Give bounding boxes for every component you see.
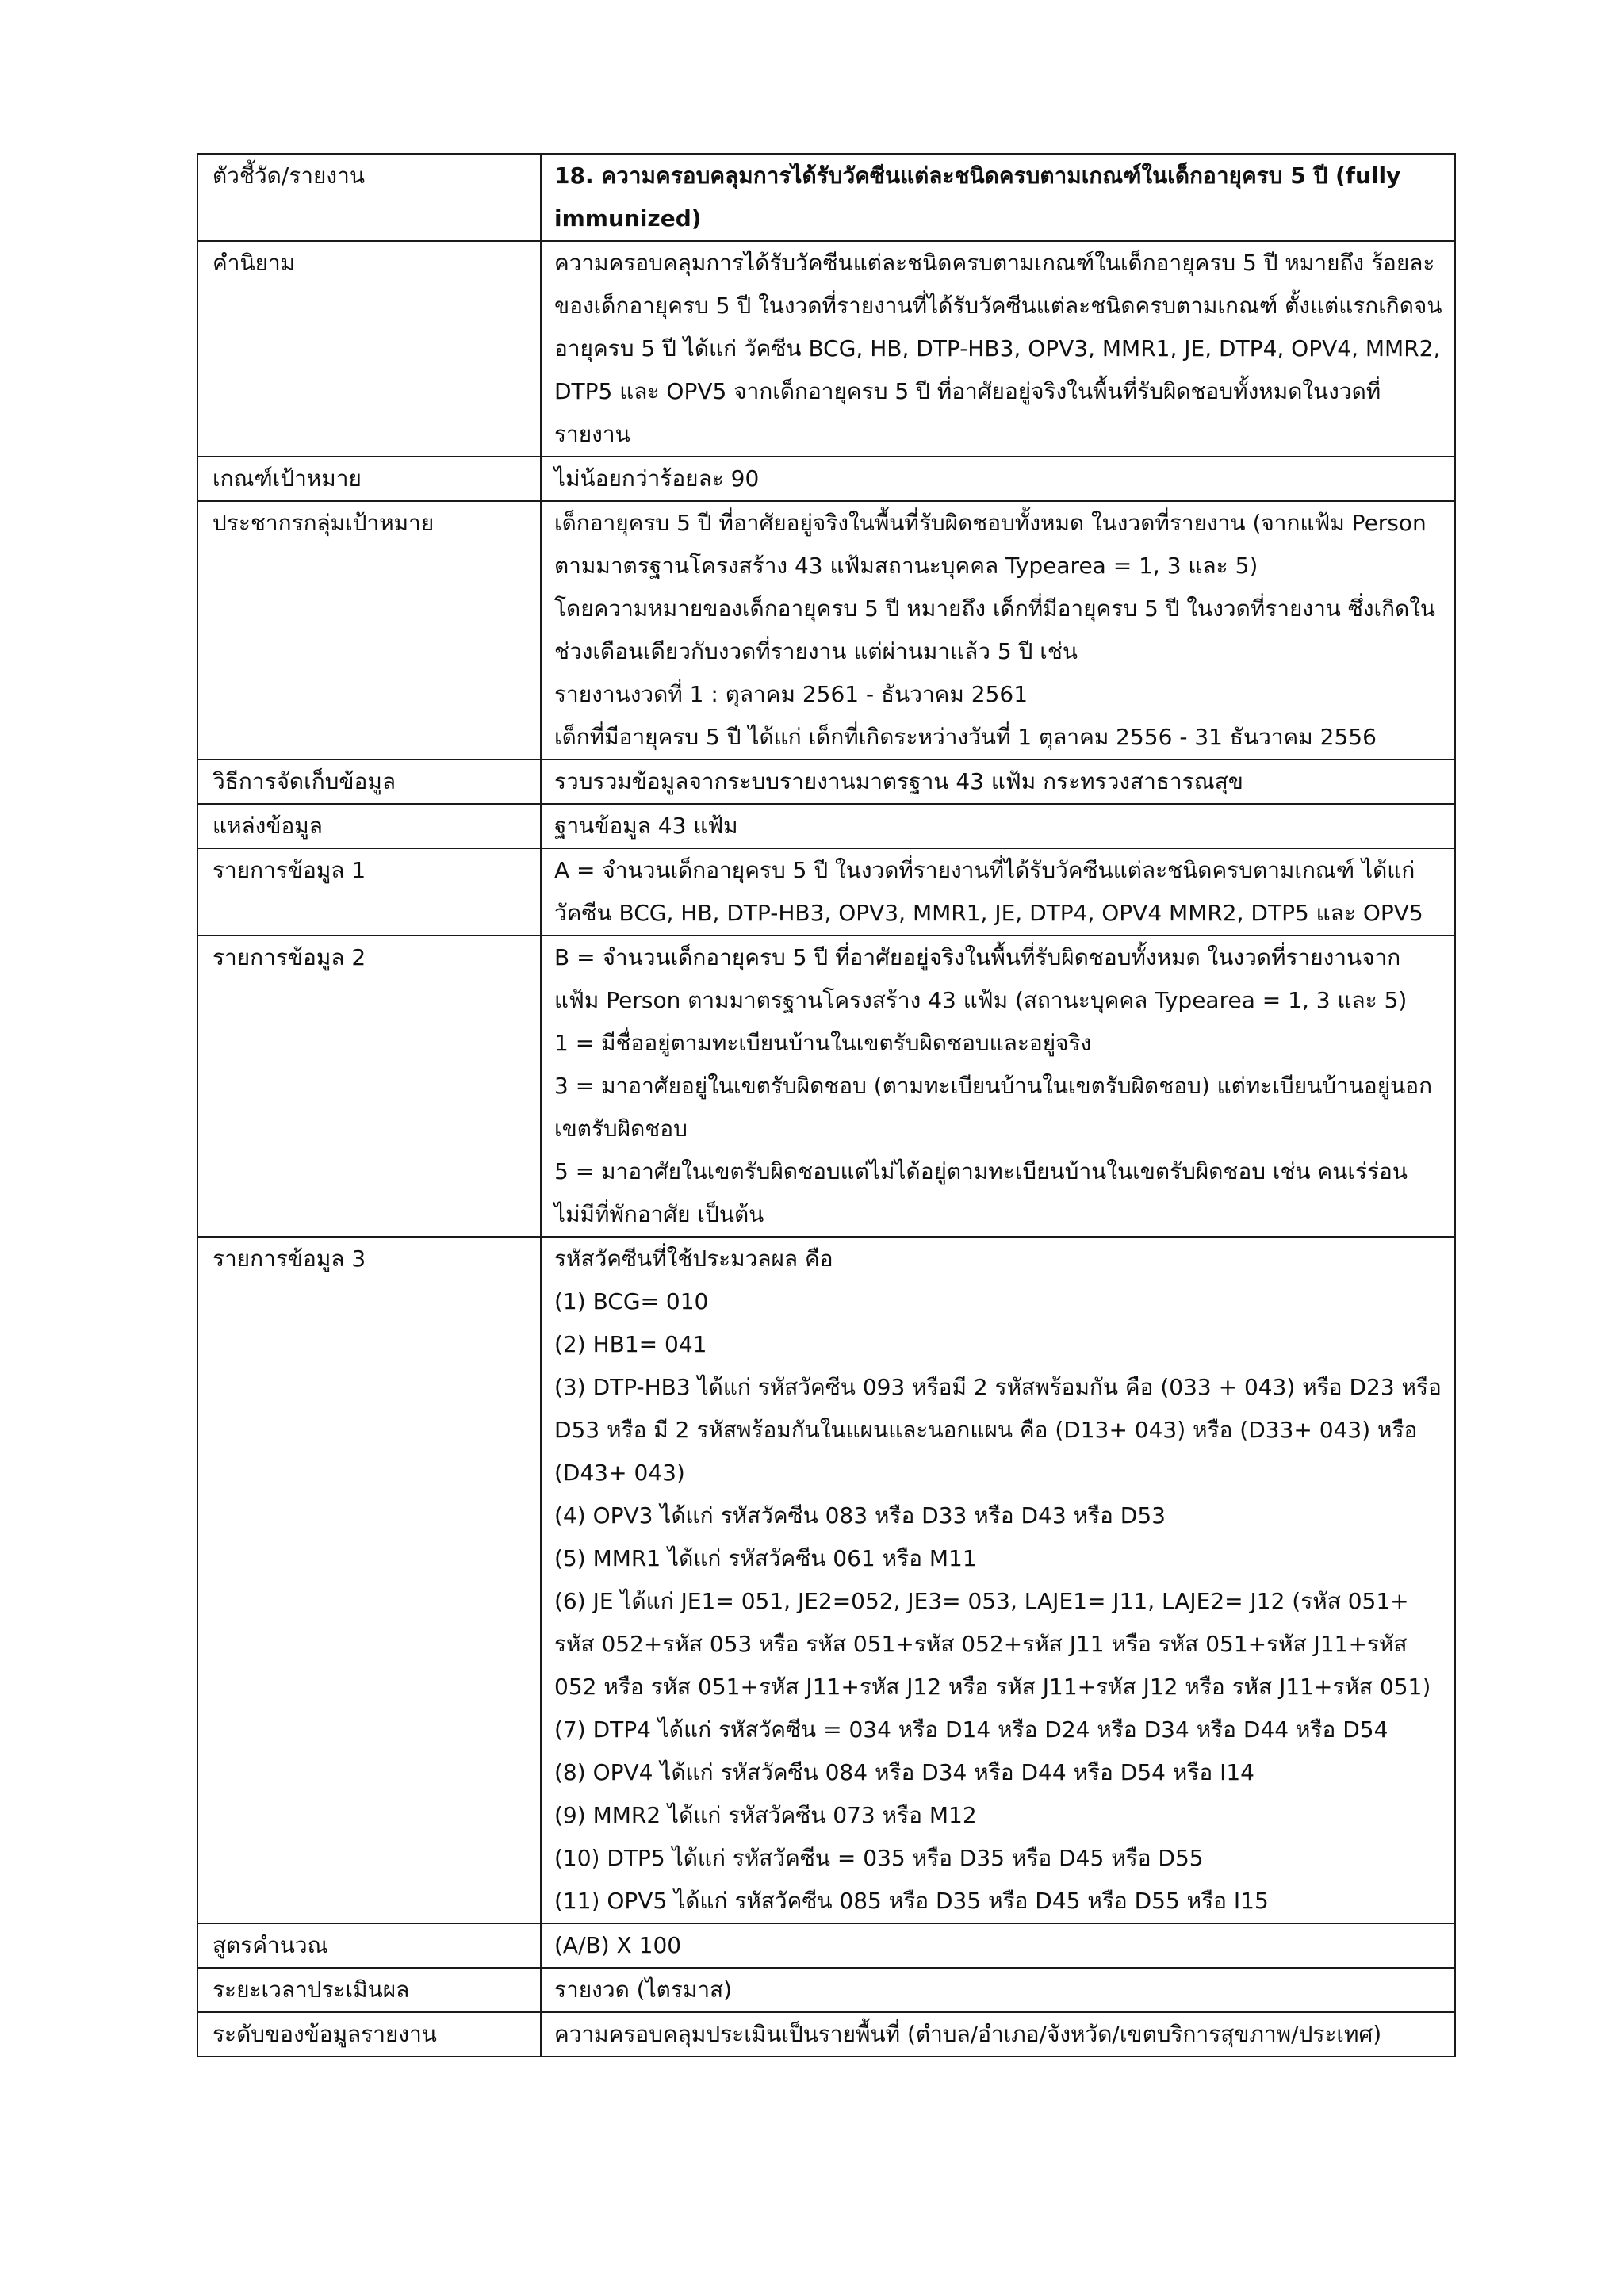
item1-label: รายการข้อมูล 1	[197, 848, 541, 936]
collection-label: วิธีการจัดเก็บข้อมูล	[197, 760, 541, 804]
item2-label: รายการข้อมูล 2	[197, 936, 541, 1237]
item3-line: (11) OPV5 ได้แก่ รหัสวัคซีน 085 หรือ D35 หรือ D45 หรือ D55 หรือ I15	[554, 1888, 1269, 1914]
row-level	[197, 2012, 1455, 2057]
indicator-spec-table	[197, 153, 1456, 2057]
row-indicator	[197, 154, 1455, 241]
source-label: แหล่งข้อมูล	[197, 804, 541, 848]
item2-value	[541, 936, 1455, 1237]
target-label: เกณฑ์เป้าหมาย	[197, 457, 541, 501]
item3-line: (9) MMR2 ได้แก่ รหัสวัคซีน 073 หรือ M12	[554, 1802, 977, 1828]
source-value: ฐานข้อมูล 43 แฟ้ม	[541, 804, 1455, 848]
item2-line: B = จำนวนเด็กอายุครบ 5 ปี ที่อาศัยอยู่จริงในพื้นที่รับผิดชอบทั้งหมด ในงวดที่รายงานจากแฟ้ม Person ตามมาตรฐานโครงสร้าง 43 แฟ้ม (สถานะบุคคล Typearea = 1, 3 และ 5)	[554, 944, 1408, 1013]
row-item2	[197, 936, 1455, 1237]
row-period	[197, 1968, 1455, 2012]
item3-line: (1) BCG= 010	[554, 1288, 709, 1314]
item3-line: (2) HB1= 041	[554, 1331, 707, 1357]
indicator-title: 18. ความครอบคลุมการได้รับวัคซีนแต่ละชนิดครบตามเกณฑ์ในเด็กอายุครบ 5 ปี (fully immunized)	[541, 154, 1455, 241]
row-formula	[197, 1923, 1455, 1968]
item2-line: 1 = มีชื่ออยู่ตามทะเบียนบ้านในเขตรับผิดชอบและอยู่จริง	[554, 1030, 1092, 1056]
item3-line: (6) JE ได้แก่ JE1= 051, JE2=052, JE3= 053, LAJE1= J11, LAJE2= J12 (รหัส 051+ รหัส 052+รหัส 053 หรือ รหัส 051+รหัส 052+รหัส J11 หรือ รหัส 051+รหัส J11+รหัส 052 หรือ รหัส 051+รหัส J11+รหัส J12 หรือ รหัส J11+รหัส J12 หรือ รหัส J11+รหัส 051)	[554, 1588, 1431, 1700]
population-label: ประชากรกลุ่มเป้าหมาย	[197, 501, 541, 760]
population-line: รายงานงวดที่ 1 : ตุลาคม 2561 - ธันวาคม 2561	[554, 681, 1028, 707]
item3-value	[541, 1237, 1455, 1923]
item3-line: (10) DTP5 ได้แก่ รหัสวัคซีน = 035 หรือ D35 หรือ D45 หรือ D55	[554, 1845, 1204, 1871]
row-target	[197, 457, 1455, 501]
row-definition	[197, 241, 1455, 457]
item3-line: รหัสวัคซีนที่ใช้ประมวลผล คือ	[554, 1246, 833, 1272]
target-value: ไม่น้อยกว่าร้อยละ 90	[541, 457, 1455, 501]
row-collection	[197, 760, 1455, 804]
population-line: เด็กที่มีอายุครบ 5 ปี ได้แก่ เด็กที่เกิดระหว่างวันที่ 1 ตุลาคม 2556 - 31 ธันวาคม 2556	[554, 724, 1377, 750]
row-item1	[197, 848, 1455, 936]
indicator-spec-sheet	[197, 153, 1454, 2057]
population-line: เด็กอายุครบ 5 ปี ที่อาศัยอยู่จริงในพื้นที่รับผิดชอบทั้งหมด ในงวดที่รายงาน (จากแฟ้ม Person ตามมาตรฐานโครงสร้าง 43 แฟ้มสถานะบุคคล Typearea = 1, 3 และ 5)	[554, 510, 1427, 579]
population-value	[541, 501, 1455, 760]
row-item3	[197, 1237, 1455, 1923]
indicator-label: ตัวชี้วัด/รายงาน	[197, 154, 541, 241]
period-value: รายงวด (ไตรมาส)	[541, 1968, 1455, 2012]
item3-line: (7) DTP4 ได้แก่ รหัสวัคซีน = 034 หรือ D14 หรือ D24 หรือ D34 หรือ D44 หรือ D54	[554, 1716, 1388, 1743]
population-line: โดยความหมายของเด็กอายุครบ 5 ปี หมายถึง เด็กที่มีอายุครบ 5 ปี ในงวดที่รายงาน ซึ่งเกิดในช่วงเดือนเดียวกับงวดที่รายงาน แต่ผ่านมาแล้ว 5 ปี เช่น	[554, 595, 1436, 664]
item3-label: รายการข้อมูล 3	[197, 1237, 541, 1923]
period-label: ระยะเวลาประเมินผล	[197, 1968, 541, 2012]
row-source	[197, 804, 1455, 848]
item2-line: 5 = มาอาศัยในเขตรับผิดชอบแต่ไม่ได้อยู่ตามทะเบียนบ้านในเขตรับผิดชอบ เช่น คนเร่ร่อน ไม่มีที่พักอาศัย เป็นต้น	[554, 1158, 1408, 1227]
item3-line: (5) MMR1 ได้แก่ รหัสวัคซีน 061 หรือ M11	[554, 1545, 977, 1571]
item3-line: (3) DTP-HB3 ได้แก่ รหัสวัคซีน 093 หรือมี 2 รหัสพร้อมกัน คือ (033 + 043) หรือ D23 หรือ D53 หรือ มี 2 รหัสพร้อมกันในแผนและนอกแผน คือ (D13+ 043) หรือ (D33+ 043) หรือ (D43+ 043)	[554, 1374, 1442, 1486]
formula-label: สูตรคำนวณ	[197, 1923, 541, 1968]
item1-value: A = จำนวนเด็กอายุครบ 5 ปี ในงวดที่รายงานที่ได้รับวัคซีนแต่ละชนิดครบตามเกณฑ์ ได้แก่ วัคซีน BCG, HB, DTP-HB3, OPV3, MMR1, JE, DTP4, OPV4 MMR2, DTP5 และ OPV5	[541, 848, 1455, 936]
item3-line: (4) OPV3 ได้แก่ รหัสวัคซีน 083 หรือ D33 หรือ D43 หรือ D53	[554, 1502, 1166, 1529]
definition-label: คำนิยาม	[197, 241, 541, 457]
collection-value: รวบรวมข้อมูลจากระบบรายงานมาตรฐาน 43 แฟ้ม กระทรวงสาธารณสุข	[541, 760, 1455, 804]
row-population	[197, 501, 1455, 760]
formula-value: (A/B) X 100	[541, 1923, 1455, 1968]
definition-value: ความครอบคลุมการได้รับวัคซีนแต่ละชนิดครบตามเกณฑ์ในเด็กอายุครบ 5 ปี หมายถึง ร้อยละของเด็กอายุครบ 5 ปี ในงวดที่รายงานที่ได้รับวัคซีนแต่ละชนิดครบตามเกณฑ์ ตั้งแต่แรกเกิดจนอายุครบ 5 ปี ได้แก่ วัคซีน BCG, HB, DTP-HB3, OPV3, MMR1, JE, DTP4, OPV4, MMR2, DTP5 และ OPV5 จากเด็กอายุครบ 5 ปี ที่อาศัยอยู่จริงในพื้นที่รับผิดชอบทั้งหมดในงวดที่รายงาน	[541, 241, 1455, 457]
level-value: ความครอบคลุมประเมินเป็นรายพื้นที่ (ตำบล/อำเภอ/จังหวัด/เขตบริการสุขภาพ/ประเทศ)	[541, 2012, 1455, 2057]
level-label: ระดับของข้อมูลรายงาน	[197, 2012, 541, 2057]
item2-line: 3 = มาอาศัยอยู่ในเขตรับผิดชอบ (ตามทะเบียนบ้านในเขตรับผิดชอบ) แต่ทะเบียนบ้านอยู่นอกเขตรับผิดชอบ	[554, 1073, 1433, 1142]
item3-line: (8) OPV4 ได้แก่ รหัสวัคซีน 084 หรือ D34 หรือ D44 หรือ D54 หรือ I14	[554, 1759, 1254, 1785]
